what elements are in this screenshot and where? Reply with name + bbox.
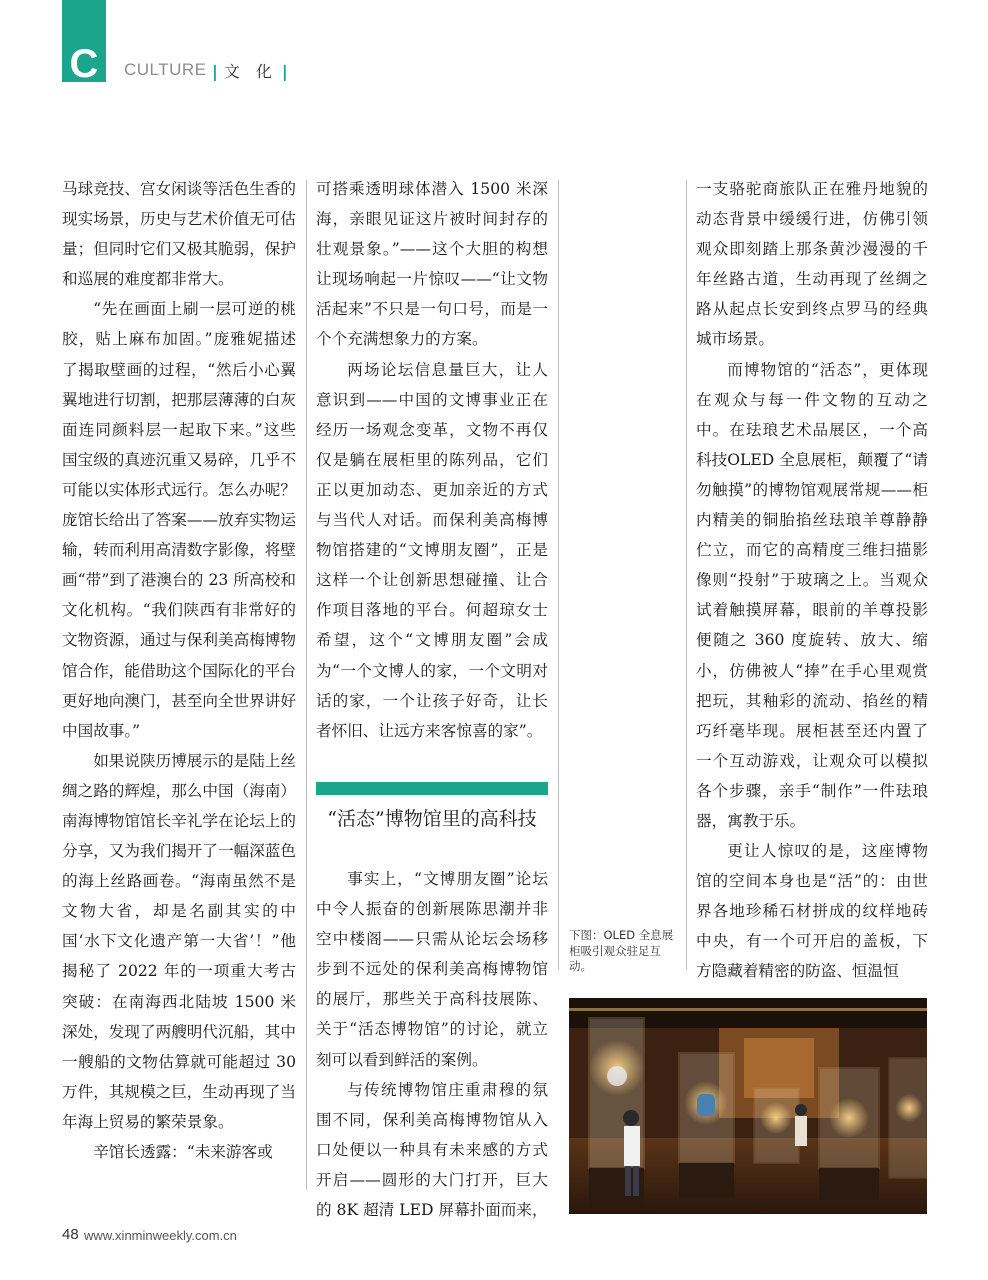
paragraph: 辛馆长透露：“未来游客或 — [93, 1143, 273, 1161]
section-label: CULTURE — [124, 60, 207, 79]
paragraph: 两场论坛信息量巨大，让人意识到——中国的文博事业正在经历一场观念变革，文物不再仅仅是躺在展柜里的陈列品，它们正以更加动态、更加亲近的方式与当代人对话。而保利美高梅博物馆搭建的“文博朋友圈”，正是这样一个让创新思想碰撞、让合作项目落地的平台。何超琼女士希望，这个“文博朋友圈”会成为“一个文博人的家，一个文明对话的家，一个让孩子好奇，让长者怀旧、让远方来客惊喜的家”。 — [316, 360, 548, 740]
museum-photo-illustration — [569, 998, 927, 1214]
section-letter: C — [69, 42, 99, 86]
paragraph: “先在画面上刷一层可逆的桃胶，贴上麻布加固。”庞雅妮描述了揭取壁画的过程，“然后小心翼翼地进行切割，把那层薄薄的白灰面连同颜料层一起取下来。”这些国宝级的真迹沉重又易碎，几乎不可能以实体形式远行。怎么办呢？庞馆长给出了答案——放弃实物运输，转而利用高清数字影像，将壁画“带”到了港澳台的 23 所高校和文化机构。“我们陕西有非常好的文物资源，通过与保利美高梅博物馆合作，能借助这个国际化的平台更好地向澳门，甚至向全世界讲好中国故事。” — [62, 300, 296, 740]
article-column-2-bottom — [316, 864, 548, 1225]
page-number: 48 — [62, 1226, 79, 1243]
article-column-2 — [316, 174, 548, 746]
heading-accent-bar — [316, 782, 548, 795]
paragraph: 如果说陕历博展示的是陆上丝绸之路的辉煌，那么中国（海南）南海博物馆馆长辛礼学在论坛上的分享，又为我们揭开了一幅深蓝色的海上丝路画卷。“海南虽然不是文物大省，却是名副其实的中国‘水下文化遗产第一大省’！”他揭秘了 2022 年的一项重大考古突破：在南海西北陆坡 1500 米深处，发现了两艘明代沉船，其中一艘船的文物估算就可能超过 30 万件，其规模之巨，生动再现了当年海上贸易的繁荣景象。 — [62, 751, 296, 1131]
section-cn-char-1: 文 — [223, 62, 244, 81]
section-chinese-label — [212, 59, 288, 82]
paragraph: 而博物馆的“活态”，更体现在观众与每一件文物的互动之中。在珐琅艺术品展区，一个高科技OLED 全息展柜，颠覆了“请勿触摸”的博物馆观展常规——柜内精美的铜胎掐丝珐琅羊尊静静伫立，而它的高精度三维扫描影像则“投射”于玻璃之上。当观众试着触摸屏幕，眼前的羊尊投影便随之 360 度旋转、放大、缩小，仿佛被人“捧”在手心里观赏把玩，其釉彩的流动、掐丝的精巧纤毫毕现。展柜甚至还内置了一个互动游戏，让观众可以模拟各个步骤，亲手“制作”一件珐琅器，寓教于乐。 — [696, 360, 928, 830]
column-divider — [306, 180, 307, 1190]
article-column-3 — [696, 174, 928, 987]
paragraph: 可搭乘透明球体潜入 1500 米深海，亲眼见证这片被时间封存的壮观景象。”——这个大胆的构想让现场响起一片惊叹——“让文物活起来”不只是一句口号，而是一个个充满想象力的方案。 — [316, 180, 548, 349]
column-divider — [686, 180, 687, 970]
paragraph: 事实上，“文博朋友圈”论坛中令人振奋的创新展陈思潮并非空中楼阁——只需从论坛会场移步到不远处的保利美高梅博物馆的展厅，那些关于高科技展陈、关于“活态博物馆”的讨论，就立刻可以看到鲜活的案例。 — [316, 870, 548, 1069]
column-divider — [558, 180, 559, 970]
photo-caption: 下图：OLED 全息展柜吸引观众驻足互动。 — [569, 928, 674, 973]
article-column-1 — [62, 174, 296, 1167]
divider-left: | — [212, 62, 218, 81]
paragraph: 更让人惊叹的是，这座博物馆的空间本身也是“活”的：由世界各地珍稀石材拼成的纹样地砖中央，有一个可开启的盖板，下方隐藏着精密的防盗、恒温恒 — [696, 842, 928, 981]
divider-right: | — [281, 62, 288, 81]
footer-url: www.xinminweekly.com.cn — [84, 1228, 237, 1243]
paragraph: 一支骆驼商旅队正在雅丹地貌的动态背景中缓缓行进，仿佛引领观众即刻踏上那条黄沙漫漫的千年丝路古道，生动再现了丝绸之路从起点长安到终点罗马的经典城市场景。 — [696, 180, 928, 349]
paragraph: 马球竞技、宫女闲谈等活色生香的现实场景，历史与艺术价值无可估量；但同时它们又极其脆弱，保护和巡展的难度都非常大。 — [62, 180, 296, 289]
paragraph: 与传统博物馆庄重肃穆的氛围不同，保利美高梅博物馆从入口处便以一种具有未来感的方式开启——圆形的大门打开，巨大的 8K 超清 LED 屏幕扑面而来， — [316, 1080, 548, 1220]
section-cn-char-2: 化 — [255, 62, 276, 81]
museum-photo — [569, 998, 927, 1214]
section-heading: “活态”博物馆里的高科技 — [327, 808, 537, 830]
